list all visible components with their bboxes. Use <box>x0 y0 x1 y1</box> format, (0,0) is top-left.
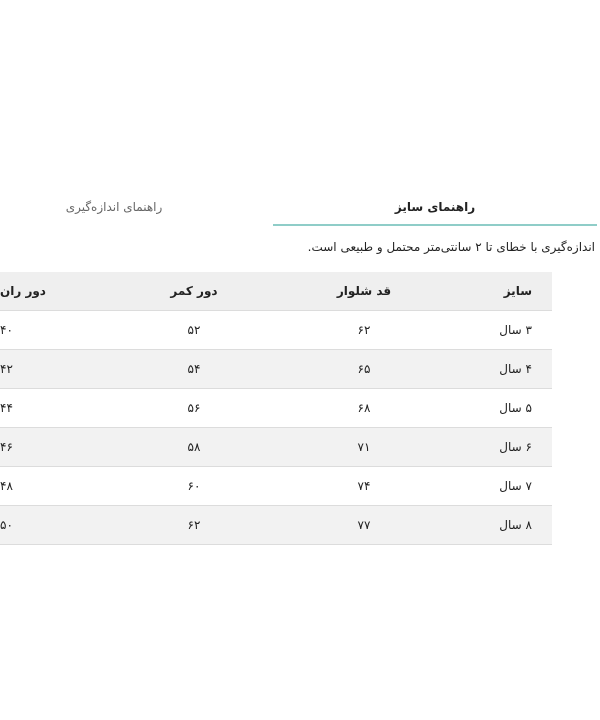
table-row <box>0 389 552 428</box>
tab-measure-guide[interactable] <box>0 190 228 224</box>
cell-thigh: ۵۰ <box>0 518 13 532</box>
size-table <box>0 272 552 545</box>
table-row <box>0 428 552 467</box>
cell-pants-length: ۷۷ <box>357 518 371 532</box>
cell-pants-length: ۶۵ <box>357 362 371 376</box>
cell-waist: ۵۴ <box>187 362 201 376</box>
cell-pants-length: ۶۸ <box>357 401 371 415</box>
cell-pants-length: ۷۴ <box>357 479 371 493</box>
cell-size: ۸ سال <box>499 518 532 532</box>
cell-size: ۴ سال <box>499 362 532 376</box>
cell-size: ۵ سال <box>499 401 532 415</box>
tab-measure-guide-label: راهنمای اندازه‌گیری <box>65 200 163 214</box>
tab-size-guide-label: راهنمای سایز <box>394 200 476 214</box>
table-row <box>0 350 552 389</box>
cell-waist: ۶۰ <box>187 479 201 493</box>
tab-size-guide[interactable] <box>273 190 597 226</box>
cell-thigh: ۴۲ <box>0 362 13 376</box>
cell-waist: ۶۲ <box>187 518 201 532</box>
header-pants-length: قد شلوار <box>336 284 392 298</box>
cell-waist: ۵۸ <box>187 440 201 454</box>
table-row <box>0 467 552 506</box>
cell-waist: ۵۶ <box>187 401 201 415</box>
cell-size: ۶ سال <box>499 440 532 454</box>
cell-waist: ۵۲ <box>187 323 201 337</box>
measurement-note: اندازه‌گیری با خطای تا ۲ سانتی‌متر محتمل و طبیعی است. <box>307 240 595 254</box>
header-thigh: دور ران <box>0 284 46 298</box>
cell-thigh: ۴۸ <box>0 479 13 493</box>
table-row <box>0 506 552 545</box>
cell-thigh: ۴۰ <box>0 323 13 337</box>
table-header-row <box>0 272 552 311</box>
header-waist: دور کمر <box>170 284 218 298</box>
cell-thigh: ۴۴ <box>0 401 13 415</box>
header-size: سایز <box>503 284 532 298</box>
cell-thigh: ۴۶ <box>0 440 13 454</box>
cell-pants-length: ۶۲ <box>357 323 371 337</box>
cell-pants-length: ۷۱ <box>357 440 371 454</box>
cell-size: ۳ سال <box>499 323 532 337</box>
table-row <box>0 311 552 350</box>
cell-size: ۷ سال <box>499 479 532 493</box>
size-guide-tabs <box>0 190 600 226</box>
